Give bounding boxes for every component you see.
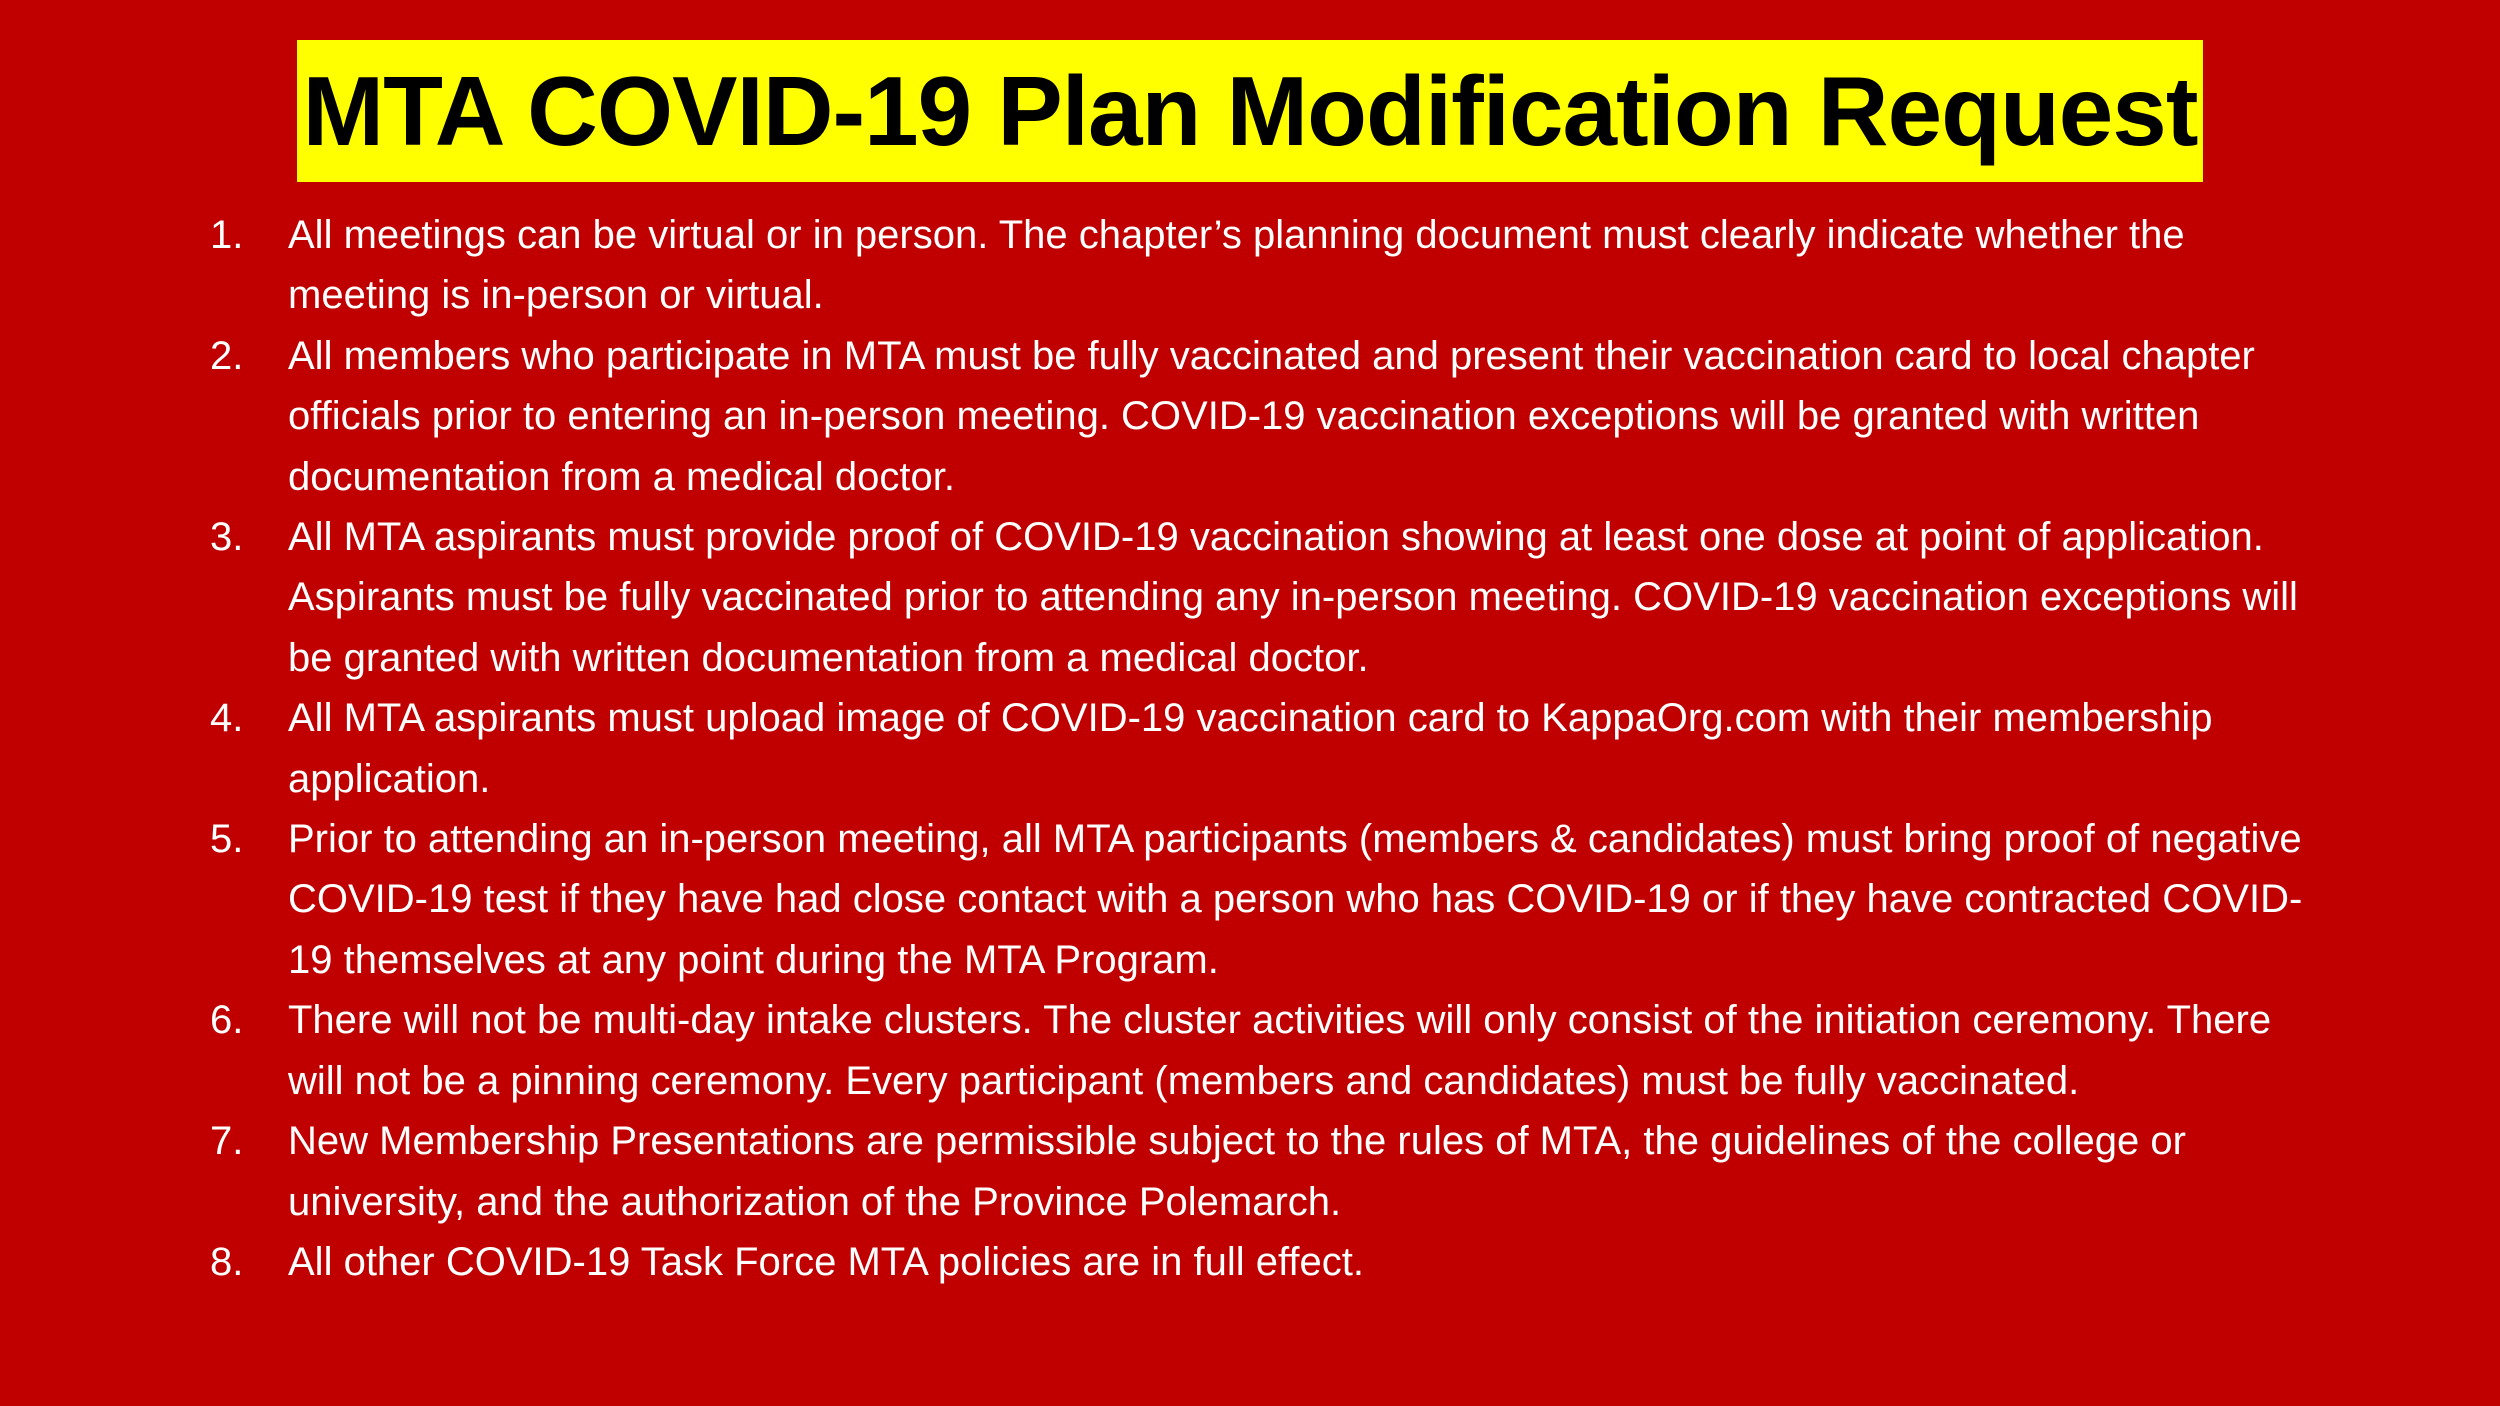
list-item [210,990,2330,1111]
title-container [0,40,2500,182]
list-item [210,688,2330,809]
list-item [210,1111,2330,1232]
list-item-text: All MTA aspirants must provide proof of COVID-19 vaccination showing at least one dose at point of application. Aspirants must be fully vaccinated prior to attending any in-person meeting. COVID-19 vaccination exceptions will be granted with written documentation from a medical doctor. [288,515,2298,680]
list-item [210,205,2330,326]
list-item-text: All other COVID-19 Task Force MTA policies are in full effect. [288,1239,1364,1284]
rules-list [210,205,2330,1292]
list-item-number: 2. [210,333,244,378]
list-item-text: All members who participate in MTA must be fully vaccinated and present their vaccination card to local chapter officials prior to entering an in-person meeting. COVID-19 vaccination exceptions will be granted with written documentation from a medical doctor. [288,333,2255,499]
list-item-number: 7. [210,1119,244,1164]
list-item-number: 4. [210,696,244,741]
list-item-number: 8. [210,1239,244,1284]
list-item-number: 5. [210,817,244,862]
list-item-text: There will not be multi-day intake clusters. The cluster activities will only consist of the initiation ceremony. There will not be a pinning ceremony. Every participant (members and candidates) must be fully vaccinated. [288,998,2272,1103]
list-item [210,507,2330,688]
list-item-text: New Membership Presentations are permissible subject to the rules of MTA, the guidelines of the college or university, and the authorization of the Province Polemarch. [288,1119,2186,1224]
list-item-number: 3. [210,515,244,560]
list-item-text: All MTA aspirants must upload image of COVID-19 vaccination card to KappaOrg.com with their membership application. [288,696,2213,801]
list-item [210,1232,2330,1292]
list-item [210,809,2330,990]
list-item-text: Prior to attending an in-person meeting, all MTA participants (members & candidates) must bring proof of negative COVID-19 test if they have had close contact with a person who has COVID-19 or if they have contracted COVID-19 themselves at any point during the MTA Program. [288,817,2303,982]
list-item-number: 1. [210,213,244,257]
slide-title: MTA COVID-19 Plan Modification Request [297,40,2204,182]
list-item [210,326,2330,507]
list-item-text: All meetings can be virtual or in person. The chapter’s planning document must clearly indicate whether the meeting is in-person or virtual. [288,213,2185,318]
list-item-number: 6. [210,998,244,1043]
